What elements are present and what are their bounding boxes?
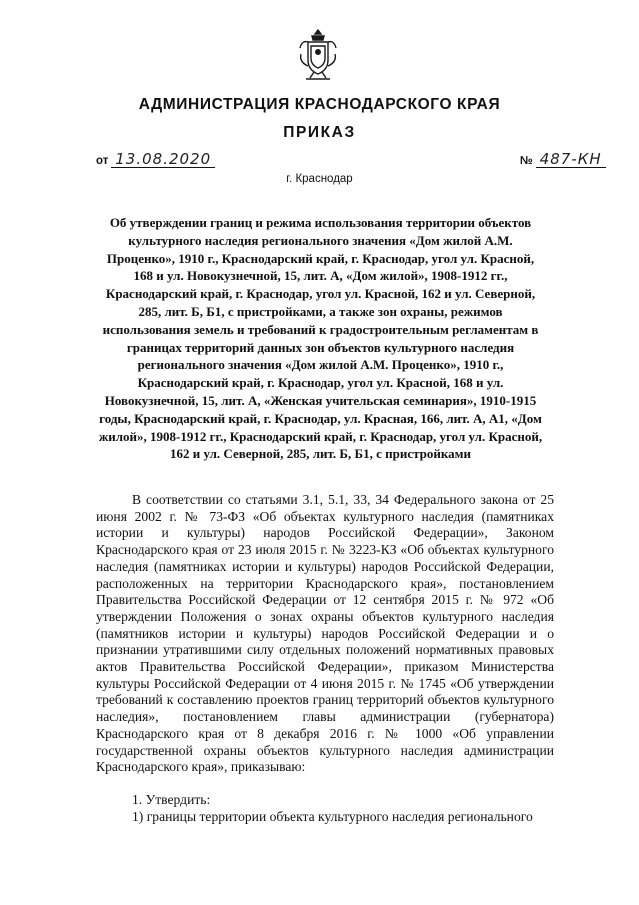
document-date [96,152,215,168]
document-title: Об утверждении границ и режима использования территории объектов культурного наследия регионального значения «Дом жилой А.М. Проценко», 1910 г., Краснодарский край, г. Краснодар, угол ул. Красной, 168 и ул. Новокузнечной, 15, лит. А, «Дом жилой», 1908-1912 гг., Краснодарский край, г. Краснодар, угол ул. Красной, 162 и ул. Северной, 285, лит. Б, Б1, с пристройками, а также зон охраны, режимов использования земель и требований к градостроительным регламентам в границах территорий данных зон объектов культурного наследия регионального значения «Дом жилой А.М. Проценко», 1910 г., Краснодарский край, г. Краснодар, угол ул. Красной, 168 и ул. Новокузнечной, 15, лит. А, «Женская учительская семинария», 1910-1915 годы, Краснодарский край, г. Краснодар, ул. Красная, 166, лит. А, А1, «Дом жилой», 1908-1912 гг., Краснодарский край, г. Краснодар, угол ул. Красной, 162 и ул. Северной, 285, лит. Б, Б1, с пристройками [98,215,543,462]
number-value: 487-КН [536,152,606,168]
list-item: 1) границы территории объекта культурного наследия регионального [132,809,533,824]
list-item: 1. Утвердить: [132,792,211,807]
organization-name: АДМИНИСТРАЦИЯ КРАСНОДАРСКОГО КРАЯ [138,96,501,113]
document-number [520,152,606,168]
number-label: № [520,155,533,167]
coat-of-arms-icon [296,26,340,82]
city: г. Краснодар [286,173,353,185]
date-label: от [96,155,109,167]
date-value: 13.08.2020 [111,152,215,168]
document-type: ПРИКАЗ [283,124,356,141]
preamble-paragraph: В соответствии со статьями 3.1, 5.1, 33, 34 Федерального закона от 25 июня 2002 г. № 73-ФЗ «Об объектах культурного наследия (памятниках истории и культуры) народов Российской Федерации», Законом Краснодарского края от 23 июля 2015 г. № 3223-КЗ «Об объектах культурного наследия (памятниках истории и культуры) народов Российской Федерации, расположенных на территории Краснодарского края», постановлением Правительства Российской Федерации от 12 сентября 2015 г. № 972 «Об утверждении Положения о зонах охраны объектов культурного наследия (памятников истории и культуры) народов Российской Федерации и о признании утратившими силу отдельных положений нормативных правовых актов Правительства Российской Федерации», приказом Министерства культуры Российской Федерации от 4 июня 2015 г. № 1745 «Об утверждении требований к составлению проектов границ территорий объектов культурного наследия», постановлением главы администрации (губернатора) Краснодарского края от 8 декабря 2016 г. № 1000 «Об управлении государственной охраны объектов культурного наследия администрации Краснодарского края», приказываю: [96,492,554,775]
